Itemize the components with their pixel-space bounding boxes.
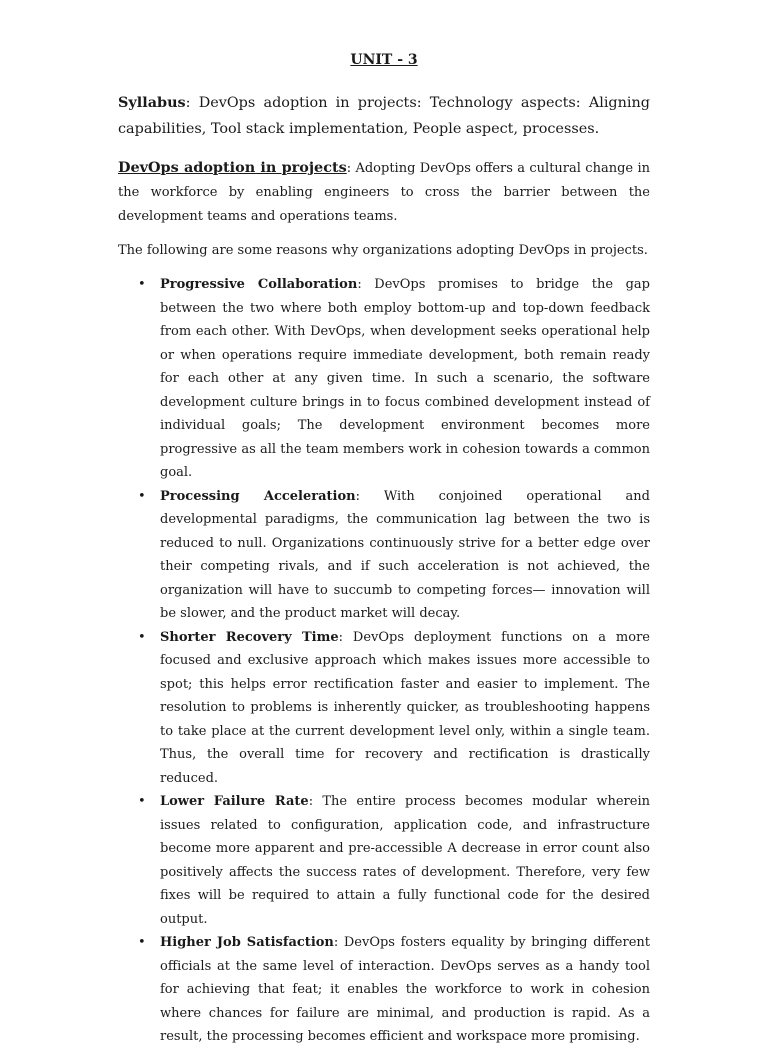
reason-text: : DevOps deployment functions on a more focused and exclusive approach which makes issues more accessible to spot; this helps error rectification faster and easier to implement. The resolution to problems is inherently quicker, as troubleshooting happens to take place at the current development level only, within a single team. Thus, the overall time for recovery and rectification is drastically reduced. [160,629,650,786]
syllabus-text: : DevOps adoption in projects: Technology aspects: Aligning capabilities, Tool stack implementation, People aspect, processes. [118,95,650,137]
reason-text: : The entire process becomes modular wherein issues related to configuration, application code, and infrastructure become more apparent and pre-accessible A decrease in error count also positively affects the success rates of development. Therefore, very few fixes will be required to attain a fully functional code for the desired output. [160,794,650,927]
bullet-icon: • [138,629,146,645]
reasons-intro: The following are some reasons why organizations adopting DevOps in projects. [118,243,648,258]
reason-term: Processing Acceleration [160,488,356,504]
list-item [118,790,650,931]
reason-text: : DevOps promises to bridge the gap between the two where both employ bottom-up and top-down feedback from each other. With DevOps, when development seeks operational help or when operations require immediate development, both remain ready for each other at any given time. In such a scenario, the software development culture brings in to focus combined development instead of individual goals; The development environment becomes more progressive as all the team members work in cohesion towards a common goal. [160,277,650,480]
document-page [118,50,650,1049]
bullet-icon: • [138,794,146,809]
bullet-icon: • [138,277,146,292]
reason-text: : With conjoined operational and developmental paradigms, the communication lag between the two is reduced to null. Organizations continuously strive for a better edge over their competing rivals, and if such acceleration is not achieved, the organization will have to succumb to competing forces— innovation will be slower, and the product market will decay. [160,488,650,621]
adoption-text: : Adopting DevOps offers a cultural change in the workforce by enabling engineers to cross the barrier between the development teams and operations teams. [118,161,650,224]
list-item [118,931,650,1049]
reason-term: Progressive Collaboration [160,277,358,292]
reason-term: Higher Job Satisfaction [160,935,334,950]
bullet-icon: • [138,935,146,950]
unit-title: UNIT - 3 [350,52,418,68]
reason-term: Shorter Recovery Time [160,629,339,645]
syllabus-label: Syllabus [118,94,186,111]
adoption-paragraph [118,156,650,229]
reason-term: Lower Failure Rate [160,794,309,809]
list-item [118,485,650,626]
list-item [118,626,650,791]
list-item [118,273,650,485]
adoption-heading: DevOps adoption in projects [118,159,347,176]
reason-text: : DevOps fosters equality by bringing different officials at the same level of interaction. DevOps serves as a handy tool for achieving that feat; it enables the workforce to work in cohesion where chances for failure are minimal, and production is rapid. As a result, the processing becomes efficient and workspace more promising. [160,935,650,1044]
reasons-list [118,273,650,1049]
bullet-icon: • [138,488,146,504]
syllabus-paragraph [118,90,650,142]
